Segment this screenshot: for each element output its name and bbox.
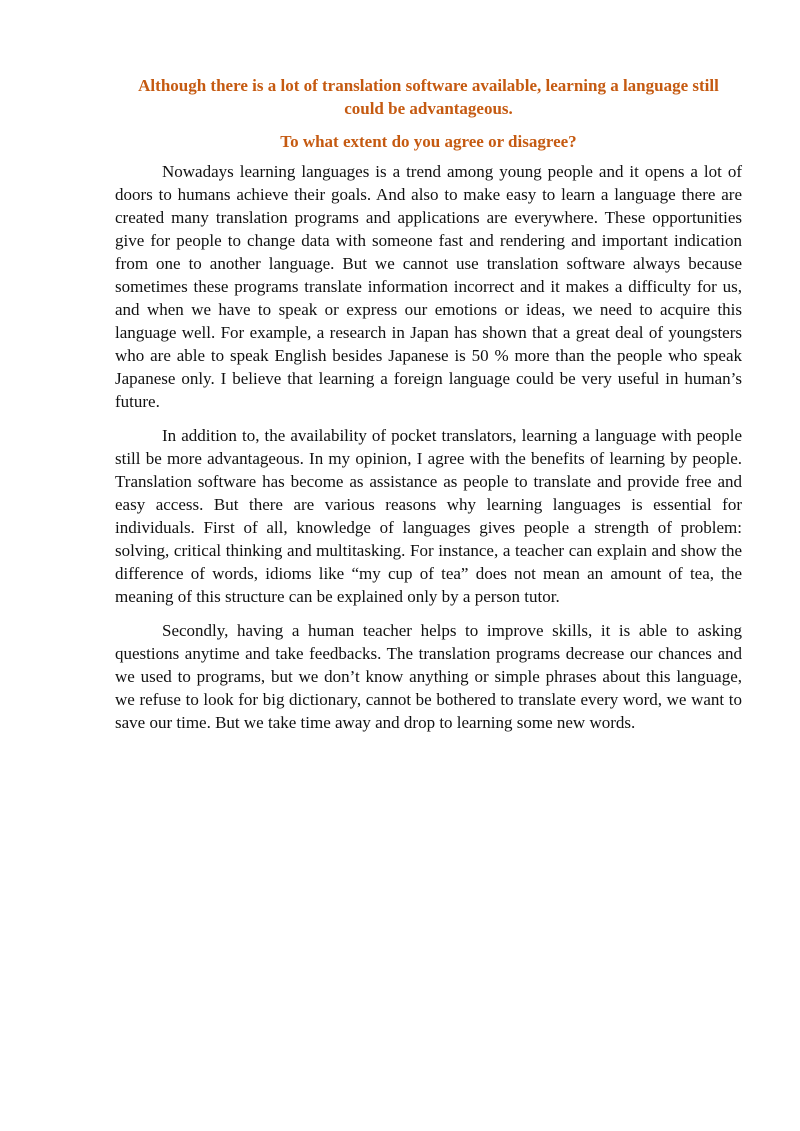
document-page bbox=[115, 74, 742, 745]
essay-question: To what extent do you agree or disagree? bbox=[280, 132, 577, 151]
paragraph-3: Secondly, having a human teacher helps to improve skills, it is able to asking questions anytime and take feedbacks. The translation programs decrease our chances and we used to programs, but we don’t know anything or simple phrases about this language, we refuse to look for big dictionary, cannot be bothered to translate every word, we want to save our time. But we take time away and drop to learning some new words. bbox=[115, 621, 742, 732]
essay-body bbox=[115, 160, 742, 734]
paragraph-2: In addition to, the availability of pocket translators, learning a language with people still be more advantageous. In my opinion, I agree with the benefits of learning by people. Translation software has become as assistance as people to translate and provide free and easy access. But there are various reasons why learning languages is essential for individuals. First of all, knowledge of languages gives people a strength of problem: solving, critical thinking and multitasking. For instance, a teacher can explain and show the difference of words, idioms like “my cup of tea” does not mean an amount of tea, the meaning of this structure can be explained only by a person tutor. bbox=[115, 426, 742, 606]
essay-title: Although there is a lot of translation software available, learning a language still could be advantageous. bbox=[138, 76, 719, 118]
paragraph-1: Nowadays learning languages is a trend among young people and it opens a lot of doors to humans achieve their goals. And also to make easy to learn a language there are created many translation programs and applications are everywhere. These opportunities give for people to change data with someone fast and rendering and important indication from one to another language. But we cannot use translation software always because sometimes these programs translate information incorrect and it makes a difficulty for us, and when we have to speak or express our emotions or ideas, we need to acquire this language well. For example, a research in Japan has shown that a great deal of youngsters who are able to speak English besides Japanese is 50 % more than the people who speak Japanese only. I believe that learning a foreign language could be very useful in human’s future. bbox=[115, 162, 742, 411]
